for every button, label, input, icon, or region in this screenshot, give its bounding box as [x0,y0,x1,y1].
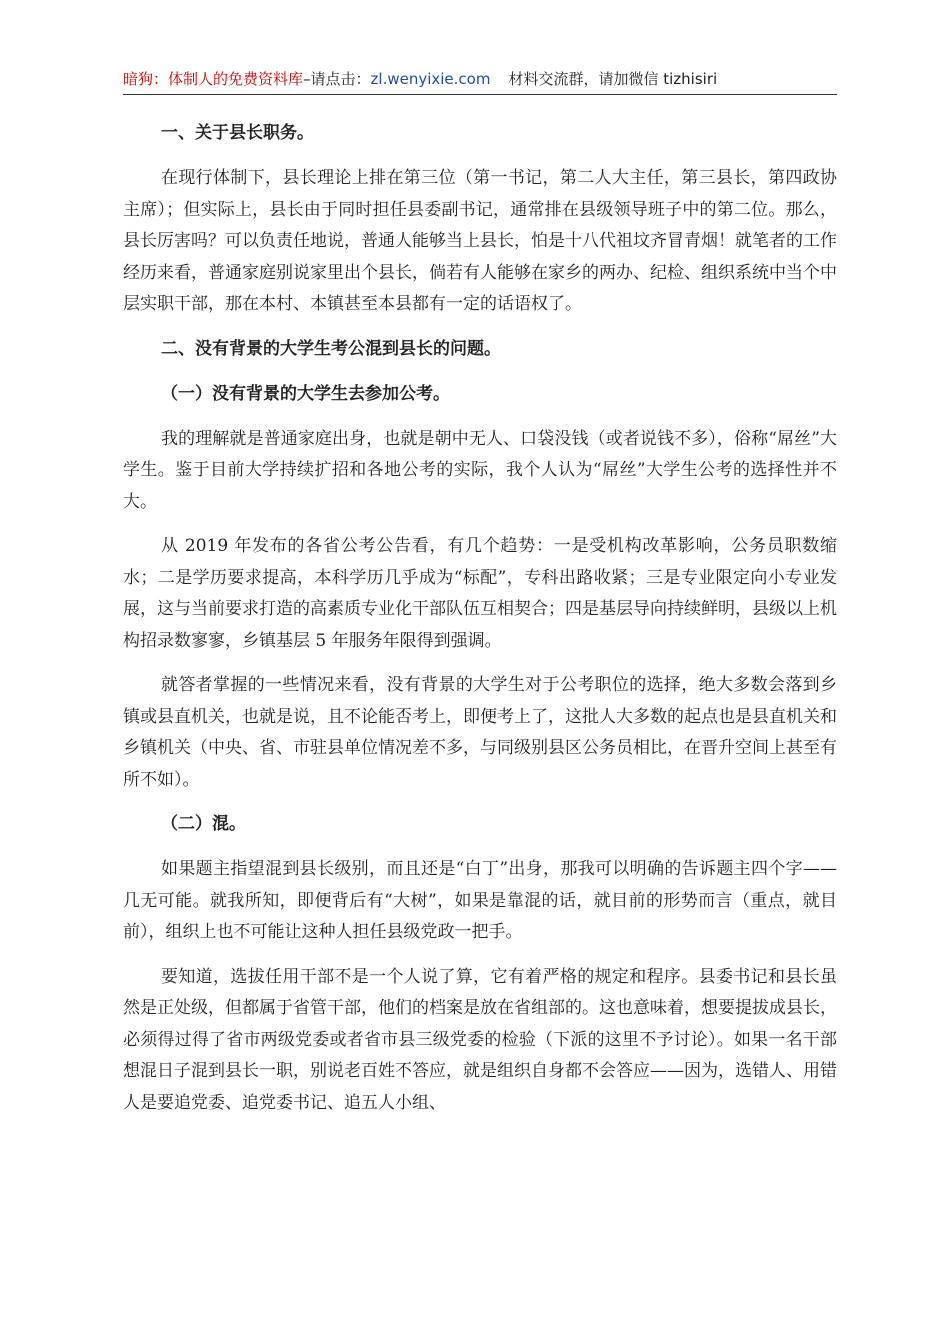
paragraph-2: 我的理解就是普通家庭出身，也就是朝中无人、口袋没钱（或者说钱不多），俗称“屌丝”大学生。鉴于目前大学持续扩招和各地公考的实际，我个人认为“屌丝”大学生公考的选择性并不大。 [123,428,837,512]
subsection-heading-1: （一）没有背景的大学生去参加公考。 [161,383,450,404]
paragraph-4: 就答者掌握的一些情况来看，没有背景的大学生对于公考职位的选择，绝大多数会落到乡镇或县直机关，也就是说，且不论能否考上，即便考上了，这批人大多数的起点也是县直机关和乡镇机关（中央、省、市驻县单位情况差不多，与同级别县区公务员相比，在晋升空间上甚至有所不如）。 [123,675,837,790]
section-heading-2: 二、没有背景的大学生考公混到县长的问题。 [161,338,501,359]
paragraph-5: 如果题主指望混到县长级别，而且还是“白丁”出身，那我可以明确的告诉题主四个字——几无可能。就我所知，即便背后有“大树”，如果是靠混的话，就目前的形势而言（重点，就目前），组织上也不可能让这种人担任县级党政一把手。 [123,859,837,942]
paragraph-3: 从 2019 年发布的各省公考公告看，有几个趋势：一是受机构改革影响，公务员职数缩水；二是学历要求提高，本科学历几乎成为“标配”，专科出路收紧；三是专业限定向小专业发展，这与当前要求打造的高素质专业化干部队伍互相契合；四是基层导向持续鲜明，县级以上机构招录数寥寥，乡镇基层 5 年服务年限得到强调。 [123,536,837,651]
site-name: 暗狗：体制人的免费资料库 [123,70,304,88]
document-body [123,118,837,1132]
section-heading-1: 一、关于县长职务。 [161,123,314,143]
site-url-link[interactable]: zl.wenyixie.com [370,70,491,88]
click-prompt: –请点击： [303,70,371,88]
paragraph-1: 在现行体制下，县长理论上排在第三位（第一书记，第二人大主任，第三县长，第四政协主席）；但实际上，县长由于同时担任县委副书记，通常排在县级领导班子中的第二位。那么，县长厉害吗？可以负责任地说，普通人能够当上县长，怕是十八代祖坟齐冒青烟！就笔者的工作经历来看，普通家庭别说家里出个县长，倘若有人能够在家乡的两办、纪检、组织系统中当个中层实职干部，那在本村、本镇甚至本县都有一定的话语权了。 [123,168,837,314]
paragraph-6: 要知道，选拔任用干部不是一个人说了算，它有着严格的规定和程序。县委书记和县长虽然是正处级，但都属于省管干部，他们的档案是放在省组部的。这也意味着，想要提拔成县长，必须得过得了省市两级党委或者省市县三级党委的检验（下派的这里不予讨论）。如果一名干部想混日子混到县长一职，别说老百姓不答应，就是组织自身都不会答应——因为，选错人、用错人是要追党委、追党委书记、追五人小组、 [123,966,837,1113]
page-header [123,68,837,95]
contact-info: 材料交流群，请加微信 tizhisiri [508,70,718,88]
subsection-heading-2: （二）混。 [161,814,246,834]
